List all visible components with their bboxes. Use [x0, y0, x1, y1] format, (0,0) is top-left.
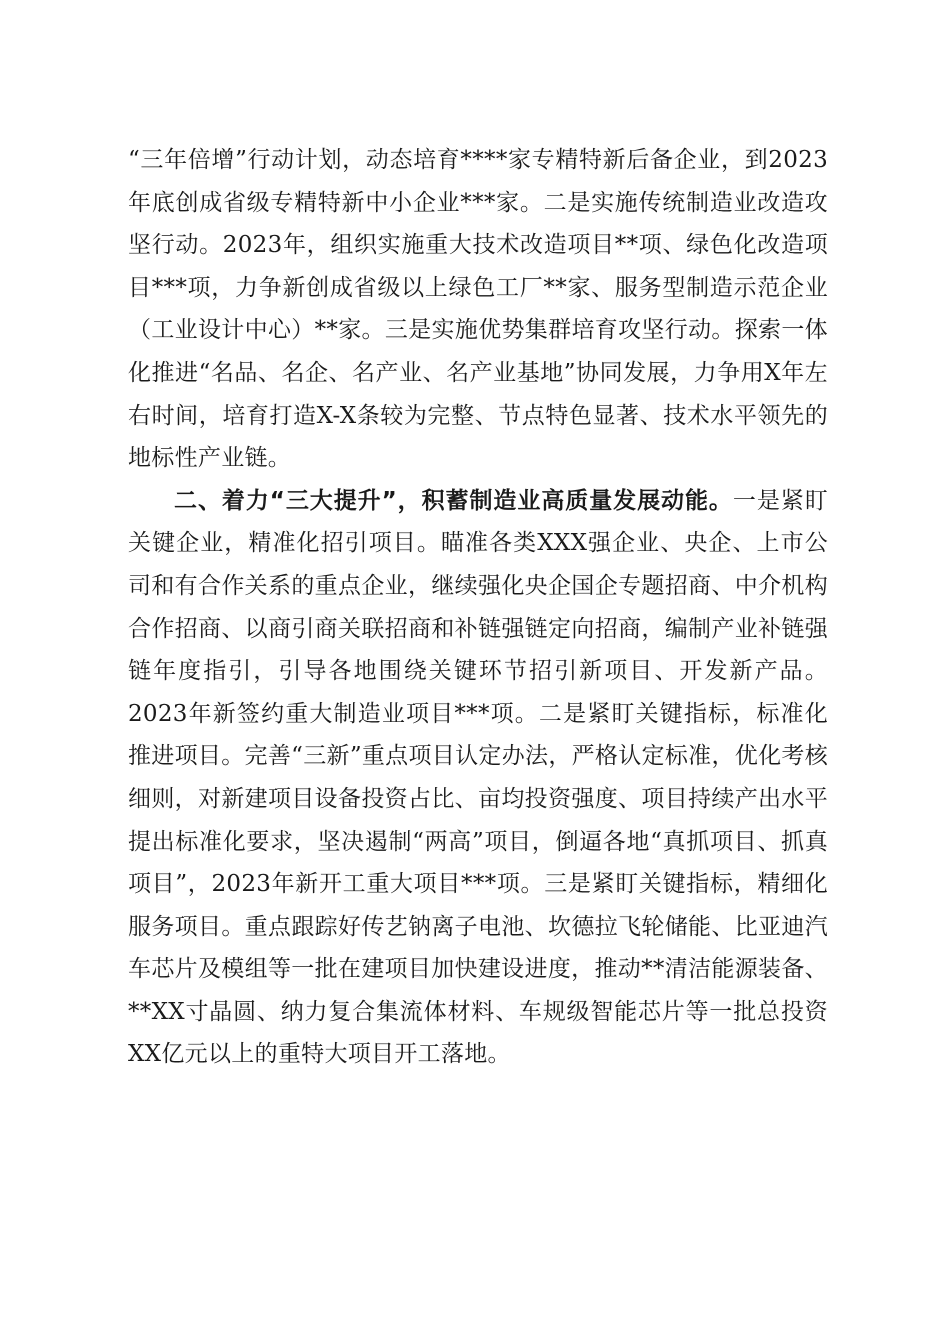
document-body: [128, 139, 828, 1076]
section-heading: 二、着力“三大提升”，积蓄制造业高质量发展动能。: [174, 487, 733, 514]
paragraph-section-two: [128, 480, 828, 1076]
section-body: 一是紧盯关键企业，精准化招引项目。瞄准各类XXX强企业、央企、上市公司和有合作关系的重点企业，继续强化央企国企专题招商、中介机构合作招商、以商引商关联招商和补链强链定向招商，编制产业补链强链年度指引，引导各地围绕关键环节招引新项目、开发新产品。2023年新签约重大制造业项目***项。二是紧盯关键指标，标准化推进项目。完善“三新”重点项目认定办法，严格认定标准，优化考核细则，对新建项目设备投资占比、亩均投资强度、项目持续产出水平提出标准化要求，坚决遏制“两高”项目，倒逼各地“真抓项目、抓真项目”，2023年新开工重大项目***项。三是紧盯关键指标，精细化服务项目。重点跟踪好传艺钠离子电池、坎德拉飞轮储能、比亚迪汽车芯片及模组等一批在建项目加快建设进度，推动**清洁能源装备、**XX寸晶圆、纳力复合集流体材料、车规级智能芯片等一批总投资XX亿元以上的重特大项目开工落地。: [128, 487, 829, 1068]
paragraph-continuation: “三年倍增”行动计划，动态培育****家专精特新后备企业，到2023年底创成省级专精特新中小企业***家。二是实施传统制造业改造攻坚行动。2023年，组织实施重大技术改造项目**项、绿色化改造项目***项，力争新创成省级以上绿色工厂**家、服务型制造示范企业（工业设计中心）**家。三是实施优势集群培育攻坚行动。探索一体化推进“名品、名企、名产业、名产业基地”协同发展，力争用X年左右时间，培育打造X-X条较为完整、节点特色显著、技术水平领先的地标性产业链。: [128, 147, 828, 472]
